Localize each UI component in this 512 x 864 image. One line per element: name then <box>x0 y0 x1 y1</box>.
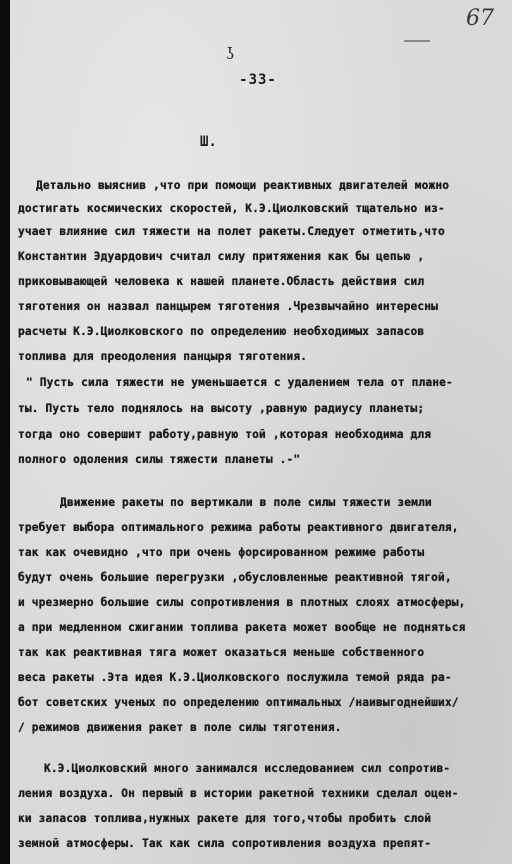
quote-line: тогда оно совершит работу,равную той ,которая необходима для <box>18 428 432 441</box>
pen-stroke <box>404 40 430 42</box>
quote-line: полного одоления силы тяжести планеты .-" <box>18 453 301 466</box>
text-line: а при медленном сжигании топлива ракета может вообще не подняться <box>18 621 466 634</box>
scan-edge <box>4 0 10 864</box>
text-line: требует выбора оптимального режима работы реактивного двигателя, <box>18 521 459 534</box>
text-line: приковывающей человека к нашей планете.Область действия сил <box>18 275 425 288</box>
section-heading: Ш. <box>200 134 217 150</box>
handwritten-page-number: 67 <box>466 6 494 31</box>
text-line: и чрезмерно большие силы сопротивления в плотных слоях атмосферы, <box>18 596 466 609</box>
text-line: так как реактивная тяга может оказаться меньше собственного <box>18 646 425 659</box>
text-line: будут очень большие перегрузки ,обусловленные реактивной тягой, <box>18 571 452 584</box>
text-line: Детально выяснив ,что при помощи реактивных двигателей можно <box>36 179 450 192</box>
text-line: ки запасов топлива,нужных ракете для того,чтобы пробить слой <box>18 812 432 825</box>
text-line: ления воздуха. Он первый в истории ракетной техники сделал оцен- <box>18 787 459 800</box>
text-line: / режимов движения ракет в поле силы тяготения. <box>18 721 342 734</box>
text-line: Движение ракеты по вертикали в поле силы тяжести земли <box>60 496 432 509</box>
text-line: топлива для преодоления панцыря тяготения. <box>18 350 308 363</box>
text-line: учает влияние сил тяжести на полет ракеты.Следует отметить,что <box>18 225 445 238</box>
page-number: -33- <box>239 72 277 88</box>
handwritten-mark: ʖ <box>226 44 235 63</box>
text-line: К.Э.Циолковский много занимался исследованием сил сопротив- <box>44 762 451 775</box>
text-line: достигать космических скоростей, К.Э.Циолковский тщательно из- <box>18 202 445 215</box>
text-line: так как очевидно ,что при очень форсированном режиме работы <box>18 546 425 559</box>
text-line: расчеты К.Э.Циолковского по определению необходимых запасов <box>18 325 425 338</box>
text-line: Константин Эдуардович считал силу притяжения как бы цепью , <box>18 250 425 263</box>
document-page <box>4 0 512 864</box>
quote-line: ты. Пусть тело поднялось на высоту ,равную радиусу планеты; <box>18 402 425 415</box>
quote-line: " Пусть сила тяжести не уменьшается с удалением тела от плане- <box>26 376 453 389</box>
text-line: тяготения он назвал панцырем тяготения .Чрезвычайно интересны <box>18 300 439 313</box>
text-line: бот советских ученых по определению оптимальных /наивыгоднейших/ <box>18 696 459 709</box>
text-line: веса ракеты .Эта идея К.Э.Циолковского послужила темой ряда ра- <box>18 671 452 684</box>
text-line: земной атмосферы. Так как сила сопротивления воздуха препят- <box>18 837 432 850</box>
